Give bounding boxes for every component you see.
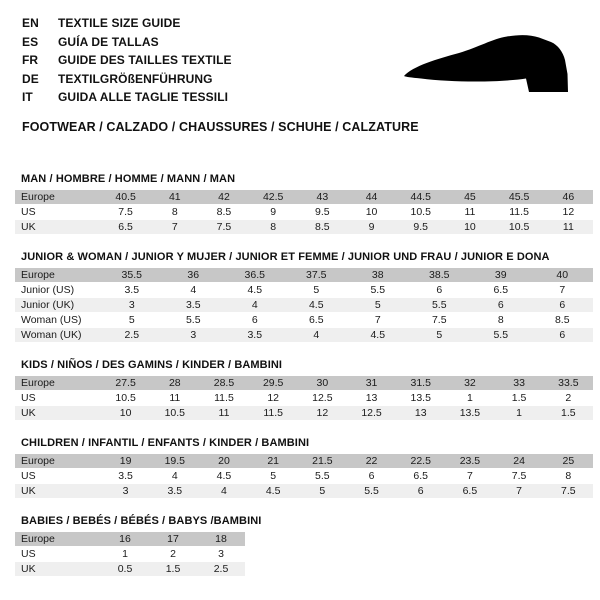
- size-cell: 0.5: [101, 562, 149, 576]
- section-title: KIDS / NIÑOS / DES GAMINS / KINDER / BAMBINI: [21, 358, 283, 371]
- size-cell: 10.5: [150, 406, 199, 420]
- size-cell: 23.5: [445, 454, 494, 468]
- size-cell: 38: [347, 268, 409, 282]
- size-cell: 12: [298, 406, 347, 420]
- language-code: FR: [22, 53, 39, 68]
- table-row: [15, 205, 593, 219]
- size-cell: 10: [347, 205, 396, 219]
- size-cell: 40: [532, 268, 594, 282]
- section-title: JUNIOR & WOMAN / JUNIOR Y MUJER / JUNIOR ET FEMME / JUNIOR UND FRAU / JUNIOR E DONA: [21, 250, 550, 263]
- size-cell: 3.5: [150, 484, 199, 498]
- size-cell: 35.5: [101, 268, 163, 282]
- size-cell: 11.5: [249, 406, 298, 420]
- size-cell: 5: [347, 298, 409, 312]
- size-cell: 7.5: [495, 469, 544, 483]
- size-cell: 7: [532, 283, 594, 297]
- section-title: MAN / HOMBRE / HOMME / MANN / MAN: [21, 172, 236, 185]
- language-title: TEXTILE SIZE GUIDE: [58, 16, 181, 31]
- table-row: [15, 484, 593, 498]
- table-row: [15, 298, 593, 312]
- language-title: TEXTILGRÖßENFÜHRUNG: [58, 71, 213, 86]
- size-cell: 12: [544, 205, 593, 219]
- section-title: BABIES / BEBÉS / BÉBÉS / BABYS /BAMBINI: [21, 514, 262, 527]
- table-row: [15, 376, 593, 390]
- size-cell: 1.5: [495, 391, 544, 405]
- size-cell: 19.5: [150, 454, 199, 468]
- size-cell: 38.5: [409, 268, 471, 282]
- size-cell: 16: [101, 532, 149, 546]
- size-cell: 1.5: [149, 562, 197, 576]
- table-row: [15, 469, 593, 483]
- row-label: UK: [15, 562, 101, 576]
- size-cell: 4: [163, 283, 225, 297]
- size-cell: 7.5: [101, 205, 150, 219]
- size-cell: 5.5: [409, 298, 471, 312]
- size-cell: 7: [445, 469, 494, 483]
- size-cell: 11: [544, 220, 593, 234]
- size-cell: 11.5: [495, 205, 544, 219]
- size-cell: 5: [286, 283, 348, 297]
- category-title: FOOTWEAR / CALZADO / CHAUSSURES / SCHUHE / CALZATURE: [22, 119, 419, 134]
- size-cell: 8: [150, 205, 199, 219]
- size-cell: 6.5: [396, 469, 445, 483]
- size-cell: 36: [163, 268, 225, 282]
- table-row: [15, 562, 245, 576]
- size-cell: 44.5: [396, 190, 445, 204]
- row-label: US: [15, 469, 101, 483]
- row-label: UK: [15, 484, 101, 498]
- row-label: UK: [15, 406, 101, 420]
- size-cell: 1: [495, 406, 544, 420]
- size-cell: 27.5: [101, 376, 150, 390]
- table-row: [15, 532, 245, 546]
- table-row: [15, 283, 593, 297]
- size-cell: 4.5: [199, 469, 248, 483]
- size-cell: 3.5: [224, 328, 286, 342]
- row-label: US: [15, 205, 101, 219]
- size-cell: 43: [298, 190, 347, 204]
- language-code: EN: [22, 16, 39, 31]
- size-table: [15, 375, 593, 421]
- size-cell: 9: [249, 205, 298, 219]
- row-label: Europe: [15, 376, 101, 390]
- row-label: Woman (UK): [15, 328, 101, 342]
- language-title: GUIDE DES TAILLES TEXTILE: [58, 53, 232, 68]
- size-cell: 5: [101, 313, 163, 327]
- size-cell: 42.5: [249, 190, 298, 204]
- size-cell: 4.5: [249, 484, 298, 498]
- size-cell: 8.5: [298, 220, 347, 234]
- size-table: [15, 189, 593, 235]
- size-cell: 33.5: [544, 376, 593, 390]
- size-cell: 8: [470, 313, 532, 327]
- size-cell: 4: [286, 328, 348, 342]
- size-cell: 11: [445, 205, 494, 219]
- language-title: GUIDA ALLE TAGLIE TESSILI: [58, 90, 229, 105]
- size-cell: 4.5: [286, 298, 348, 312]
- size-cell: 9.5: [298, 205, 347, 219]
- row-label: Europe: [15, 190, 101, 204]
- size-cell: 3.5: [163, 298, 225, 312]
- size-cell: 24: [495, 454, 544, 468]
- size-cell: 6: [532, 298, 594, 312]
- language-row: [22, 14, 578, 33]
- size-cell: 22: [347, 454, 396, 468]
- size-cell: 12.5: [347, 406, 396, 420]
- size-cell: 7: [495, 484, 544, 498]
- size-cell: 9: [347, 220, 396, 234]
- language-title: GUÍA DE TALLAS: [58, 34, 159, 49]
- size-cell: 31: [347, 376, 396, 390]
- size-cell: 7.5: [409, 313, 471, 327]
- row-label: US: [15, 391, 101, 405]
- size-cell: 4.5: [224, 283, 286, 297]
- size-cell: 13.5: [396, 391, 445, 405]
- dress-shoe-icon: [396, 31, 578, 97]
- size-cell: 36.5: [224, 268, 286, 282]
- size-cell: 17: [149, 532, 197, 546]
- size-cell: 7: [150, 220, 199, 234]
- size-cell: 40.5: [101, 190, 150, 204]
- size-cell: 21: [249, 454, 298, 468]
- size-cell: 1: [101, 547, 149, 561]
- size-cell: 44: [347, 190, 396, 204]
- size-cell: 13: [347, 391, 396, 405]
- table-row: [15, 547, 245, 561]
- size-cell: 2: [544, 391, 593, 405]
- size-cell: 7: [347, 313, 409, 327]
- size-cell: 6: [224, 313, 286, 327]
- size-cell: 13: [396, 406, 445, 420]
- size-cell: 6.5: [101, 220, 150, 234]
- size-cell: 39: [470, 268, 532, 282]
- size-cell: 3: [163, 328, 225, 342]
- size-cell: 5: [409, 328, 471, 342]
- size-cell: 5.5: [298, 469, 347, 483]
- size-cell: 8: [249, 220, 298, 234]
- size-cell: 32: [445, 376, 494, 390]
- size-cell: 8: [544, 469, 593, 483]
- size-cell: 7.5: [199, 220, 248, 234]
- size-cell: 11: [150, 391, 199, 405]
- size-cell: 21.5: [298, 454, 347, 468]
- table-row: [15, 190, 593, 204]
- size-cell: 1.5: [544, 406, 593, 420]
- size-cell: 5: [298, 484, 347, 498]
- row-label: Junior (US): [15, 283, 101, 297]
- size-cell: 8.5: [532, 313, 594, 327]
- size-cell: 5: [249, 469, 298, 483]
- size-cell: 5.5: [347, 484, 396, 498]
- size-cell: 11: [199, 406, 248, 420]
- size-cell: 25: [544, 454, 593, 468]
- size-cell: 3.5: [101, 469, 150, 483]
- size-cell: 10.5: [396, 205, 445, 219]
- size-cell: 2: [149, 547, 197, 561]
- size-table: [15, 531, 245, 577]
- size-cell: 1: [445, 391, 494, 405]
- size-section: [15, 251, 593, 343]
- size-section: [15, 173, 593, 235]
- size-cell: 42: [199, 190, 248, 204]
- row-label: US: [15, 547, 101, 561]
- size-cell: 22.5: [396, 454, 445, 468]
- size-cell: 45: [445, 190, 494, 204]
- size-cell: 4: [199, 484, 248, 498]
- size-cell: 30: [298, 376, 347, 390]
- size-cell: 10.5: [101, 391, 150, 405]
- page-header: [0, 0, 600, 134]
- size-tables: [15, 173, 593, 577]
- size-section: [15, 359, 593, 421]
- language-code: DE: [22, 71, 39, 86]
- size-cell: 46: [544, 190, 593, 204]
- row-label: Europe: [15, 532, 101, 546]
- size-cell: 41: [150, 190, 199, 204]
- size-cell: 9.5: [396, 220, 445, 234]
- size-section: [15, 437, 593, 499]
- size-cell: 6.5: [445, 484, 494, 498]
- size-cell: 7.5: [544, 484, 593, 498]
- size-cell: 10: [101, 406, 150, 420]
- size-cell: 12: [249, 391, 298, 405]
- size-cell: 5.5: [347, 283, 409, 297]
- size-cell: 5.5: [163, 313, 225, 327]
- size-cell: 18: [197, 532, 245, 546]
- row-label: UK: [15, 220, 101, 234]
- size-cell: 3: [101, 298, 163, 312]
- language-code: ES: [22, 34, 39, 49]
- size-cell: 6: [347, 469, 396, 483]
- size-cell: 3: [197, 547, 245, 561]
- size-cell: 10: [445, 220, 494, 234]
- size-cell: 19: [101, 454, 150, 468]
- size-cell: 33: [495, 376, 544, 390]
- section-title: CHILDREN / INFANTIL / ENFANTS / KINDER / BAMBINI: [21, 436, 310, 449]
- table-row: [15, 313, 593, 327]
- size-table: [15, 267, 593, 343]
- size-cell: 6.5: [286, 313, 348, 327]
- table-row: [15, 454, 593, 468]
- size-cell: 29.5: [249, 376, 298, 390]
- size-cell: 2.5: [197, 562, 245, 576]
- size-cell: 4: [150, 469, 199, 483]
- table-row: [15, 391, 593, 405]
- row-label: Woman (US): [15, 313, 101, 327]
- size-cell: 3: [101, 484, 150, 498]
- size-cell: 13.5: [445, 406, 494, 420]
- row-label: Europe: [15, 454, 101, 468]
- size-cell: 6: [470, 298, 532, 312]
- size-cell: 11.5: [199, 391, 248, 405]
- row-label: Junior (UK): [15, 298, 101, 312]
- size-table: [15, 453, 593, 499]
- size-cell: 4: [224, 298, 286, 312]
- size-cell: 4.5: [347, 328, 409, 342]
- size-cell: 28.5: [199, 376, 248, 390]
- table-row: [15, 328, 593, 342]
- size-cell: 45.5: [495, 190, 544, 204]
- size-cell: 6.5: [470, 283, 532, 297]
- size-cell: 28: [150, 376, 199, 390]
- row-label: Europe: [15, 268, 101, 282]
- table-row: [15, 406, 593, 420]
- size-cell: 12.5: [298, 391, 347, 405]
- language-code: IT: [22, 90, 33, 105]
- size-cell: 20: [199, 454, 248, 468]
- size-cell: 8.5: [199, 205, 248, 219]
- size-cell: 6: [396, 484, 445, 498]
- size-cell: 5.5: [470, 328, 532, 342]
- size-cell: 31.5: [396, 376, 445, 390]
- table-row: [15, 220, 593, 234]
- size-cell: 3.5: [101, 283, 163, 297]
- size-cell: 37.5: [286, 268, 348, 282]
- size-cell: 6: [532, 328, 594, 342]
- size-cell: 6: [409, 283, 471, 297]
- size-cell: 10.5: [495, 220, 544, 234]
- table-row: [15, 268, 593, 282]
- size-cell: 2.5: [101, 328, 163, 342]
- size-section: [15, 515, 593, 577]
